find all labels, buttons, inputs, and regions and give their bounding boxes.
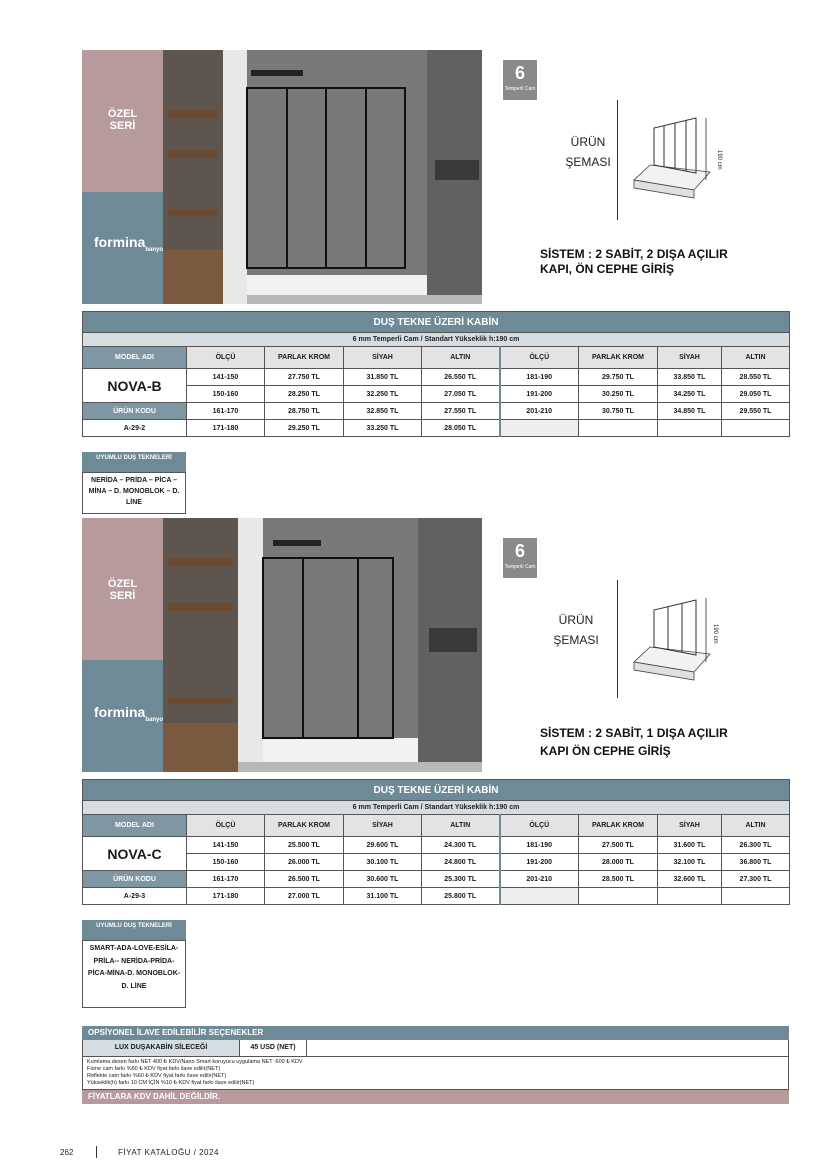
- table-cell: 31.100 TL: [344, 888, 422, 905]
- table-cell: 30.750 TL: [579, 403, 658, 420]
- table-cell: 33.250 TL: [344, 420, 422, 437]
- product-code-label: ÜRÜN KODU: [83, 871, 187, 888]
- table-cell: 32.250 TL: [344, 386, 422, 403]
- system-description: SİSTEM : 2 SABİT, 1 DIŞA AÇILIR KAPI ÖN CEPHE GİRİŞ: [540, 726, 728, 758]
- model-name: NOVA-C: [83, 837, 187, 871]
- brand-panel: [82, 660, 163, 772]
- table-cell: 29.550 TL: [722, 403, 790, 420]
- table-cell: 29.600 TL: [344, 837, 422, 854]
- product-photo: [163, 518, 482, 772]
- col-header: MODEL ADI: [83, 815, 187, 837]
- footer-divider: [96, 1146, 97, 1158]
- vat-note: FİYATLARA KDV DAHİL DEĞİLDİR.: [82, 1090, 789, 1104]
- table-cell: 161-170: [187, 403, 265, 420]
- table-cell: 27.550 TL: [422, 403, 500, 420]
- table-cell: 25.500 TL: [265, 837, 344, 854]
- table-cell-empty: [579, 888, 658, 905]
- table-cell: 25.800 TL: [422, 888, 500, 905]
- col-header: PARLAK KROM: [579, 347, 658, 369]
- option-item-label: LUX DUŞAKABİN SİLECEĞİ: [83, 1040, 240, 1056]
- col-header: ÖLÇÜ: [187, 815, 265, 837]
- price-table: [82, 779, 790, 905]
- col-header: PARLAK KROM: [579, 815, 658, 837]
- table-cell: 161-170: [187, 871, 265, 888]
- col-header: ALTIN: [722, 815, 790, 837]
- table-cell: 27.000 TL: [265, 888, 344, 905]
- compat-trays: SMART-ADA-LOVE-ESİLA-PRİLA-- NERİDA-PRİDA-PİCA-MİNA-D. MONOBLOK-D. LİNE: [82, 940, 186, 1008]
- table-cell: 29.050 TL: [722, 386, 790, 403]
- product-code: A-29-3: [83, 888, 187, 905]
- table-cell: 26.300 TL: [722, 837, 790, 854]
- table-cell-empty: [500, 420, 579, 437]
- table-cell: 32.600 TL: [658, 871, 722, 888]
- options-notes: [82, 1057, 789, 1090]
- table-cell: 191-200: [500, 854, 579, 871]
- table-cell-empty: [658, 888, 722, 905]
- table-cell: 30.100 TL: [344, 854, 422, 871]
- col-header: PARLAK KROM: [265, 347, 344, 369]
- badge-number: 6: [514, 63, 525, 83]
- table-cell: 181-190: [500, 369, 579, 386]
- page-number: 262: [60, 1148, 74, 1157]
- badge-text: Temperli Cam: [504, 564, 536, 570]
- table-cell: 181-190: [500, 837, 579, 854]
- catalog-title: FİYAT KATALOĞU / 2024: [118, 1148, 219, 1157]
- table-cell: 171-180: [187, 888, 265, 905]
- col-header: ALTIN: [722, 347, 790, 369]
- table-cell: 201-210: [500, 871, 579, 888]
- col-header: ÖLÇÜ: [187, 347, 265, 369]
- compat-label: UYUMLU DUŞ TEKNELERİ: [82, 452, 186, 472]
- price-table: [82, 311, 790, 437]
- table-cell: 27.050 TL: [422, 386, 500, 403]
- options-note: Reflekte cam farkı %60 ₺ KDV fiyat farkı ilave edilir(NET): [87, 1073, 227, 1079]
- table-cell: 33.850 TL: [658, 369, 722, 386]
- divider: [617, 100, 618, 220]
- table-cell-empty: [658, 420, 722, 437]
- option-item-price: 45 USD (NET): [240, 1040, 307, 1056]
- table-cell: 27.500 TL: [579, 837, 658, 854]
- table-cell: 26.500 TL: [265, 871, 344, 888]
- schema-label: ÜRÜN ŞEMASI: [565, 135, 611, 169]
- brand-logo: formina$_{banyo}$: [94, 704, 164, 723]
- col-header: ÖLÇÜ: [500, 815, 579, 837]
- table-cell: 27.300 TL: [722, 871, 790, 888]
- table-cell: 201-210: [500, 403, 579, 420]
- table-cell: 34.850 TL: [658, 403, 722, 420]
- table-cell: 34.250 TL: [658, 386, 722, 403]
- table-cell: 191-200: [500, 386, 579, 403]
- options-box: [82, 1026, 789, 1104]
- col-header: ALTIN: [422, 347, 500, 369]
- table-cell-empty: [722, 420, 790, 437]
- badge-number: 6: [514, 541, 525, 561]
- tempered-glass-badge: [503, 538, 537, 578]
- table-cell: 28.050 TL: [422, 420, 500, 437]
- table-cell: 28.250 TL: [265, 386, 344, 403]
- table-subtitle: 6 mm Temperli Cam / Standart Yükseklik h:190 cm: [83, 801, 790, 815]
- schema-dimension: 190 cm: [712, 624, 718, 644]
- system-description: SİSTEM : 2 SABİT, 2 DIŞA AÇILIR KAPI, ÖN CEPHE GİRİŞ: [540, 247, 728, 276]
- table-cell: 150-160: [187, 386, 265, 403]
- table-cell: 141-150: [187, 369, 265, 386]
- schema-diagram: [630, 110, 730, 210]
- table-cell: 29.750 TL: [579, 369, 658, 386]
- brand-panel: [82, 192, 163, 304]
- divider: [617, 580, 618, 698]
- table-cell: 24.800 TL: [422, 854, 500, 871]
- table-cell: 150-160: [187, 854, 265, 871]
- table-cell: 28.500 TL: [579, 871, 658, 888]
- options-note: Kumlama desen farkı NET 400 ₺ KDV/Nano Smart koruyucu uygulama NET :600 ₺ KDV: [87, 1059, 303, 1065]
- table-cell: 28.000 TL: [579, 854, 658, 871]
- col-header: PARLAK KROM: [265, 815, 344, 837]
- col-header: ALTIN: [422, 815, 500, 837]
- table-cell: 32.100 TL: [658, 854, 722, 871]
- series-label: ÖZEL SERİ: [107, 108, 138, 132]
- col-header: MODEL ADI: [83, 347, 187, 369]
- table-cell: 171-180: [187, 420, 265, 437]
- schema-label: ÜRÜN ŞEMASI: [553, 613, 599, 647]
- table-cell: 31.600 TL: [658, 837, 722, 854]
- brand-logo: formina$_{banyo}$: [94, 234, 164, 253]
- product-photo: [163, 50, 482, 304]
- product-code: A-29-2: [83, 420, 187, 437]
- table-cell-empty: [500, 888, 579, 905]
- product-code-label: ÜRÜN KODU: [83, 403, 187, 420]
- table-cell: 31.850 TL: [344, 369, 422, 386]
- options-item-row: [82, 1040, 789, 1057]
- table-cell: 25.300 TL: [422, 871, 500, 888]
- table-subtitle: 6 mm Temperli Cam / Standart Yükseklik h:190 cm: [83, 333, 790, 347]
- schema-diagram: [630, 592, 730, 692]
- col-header: SİYAH: [344, 815, 422, 837]
- col-header: SİYAH: [658, 347, 722, 369]
- table-title: DUŞ TEKNE ÜZERİ KABİN: [83, 780, 790, 801]
- options-note: Füme cam farkı %50 ₺ KDV fiyat farkı ilave edilir(NET): [87, 1066, 221, 1072]
- table-cell: 27.750 TL: [265, 369, 344, 386]
- col-header: SİYAH: [658, 815, 722, 837]
- series-panel: [82, 50, 163, 192]
- schema-dimension: 190 cm: [716, 150, 722, 170]
- table-cell: 28.550 TL: [722, 369, 790, 386]
- badge-text: Temperli Cam: [504, 86, 536, 92]
- table-cell: 141-150: [187, 837, 265, 854]
- options-title: OPSİYONEL İLAVE EDİLEBİLİR SEÇENEKLER: [82, 1026, 789, 1040]
- table-cell: 29.250 TL: [265, 420, 344, 437]
- table-cell: 24.300 TL: [422, 837, 500, 854]
- col-header: ÖLÇÜ: [500, 347, 579, 369]
- table-cell: 36.800 TL: [722, 854, 790, 871]
- series-label: ÖZEL SERİ: [107, 578, 138, 602]
- series-panel: [82, 518, 163, 660]
- table-cell-empty: [579, 420, 658, 437]
- table-cell: 32.850 TL: [344, 403, 422, 420]
- options-note: Yükseklik(h) farkı 10 CM İÇİN %10 ₺ KDV fiyat farkı ilave edilir(NET): [87, 1080, 255, 1086]
- model-name: NOVA-B: [83, 369, 187, 403]
- table-cell: 30.600 TL: [344, 871, 422, 888]
- col-header: SİYAH: [344, 347, 422, 369]
- compat-label: UYUMLU DUŞ TEKNELERİ: [82, 920, 186, 940]
- compat-trays: NERİDA – PRİDA – PİCA – MİNA – D. MONOBLOK – D. LİNE: [82, 472, 186, 514]
- table-cell: 30.250 TL: [579, 386, 658, 403]
- table-title: DUŞ TEKNE ÜZERİ KABİN: [83, 312, 790, 333]
- table-cell: 26.550 TL: [422, 369, 500, 386]
- tempered-glass-badge: [503, 60, 537, 100]
- table-cell-empty: [722, 888, 790, 905]
- table-cell: 28.750 TL: [265, 403, 344, 420]
- table-cell: 26.000 TL: [265, 854, 344, 871]
